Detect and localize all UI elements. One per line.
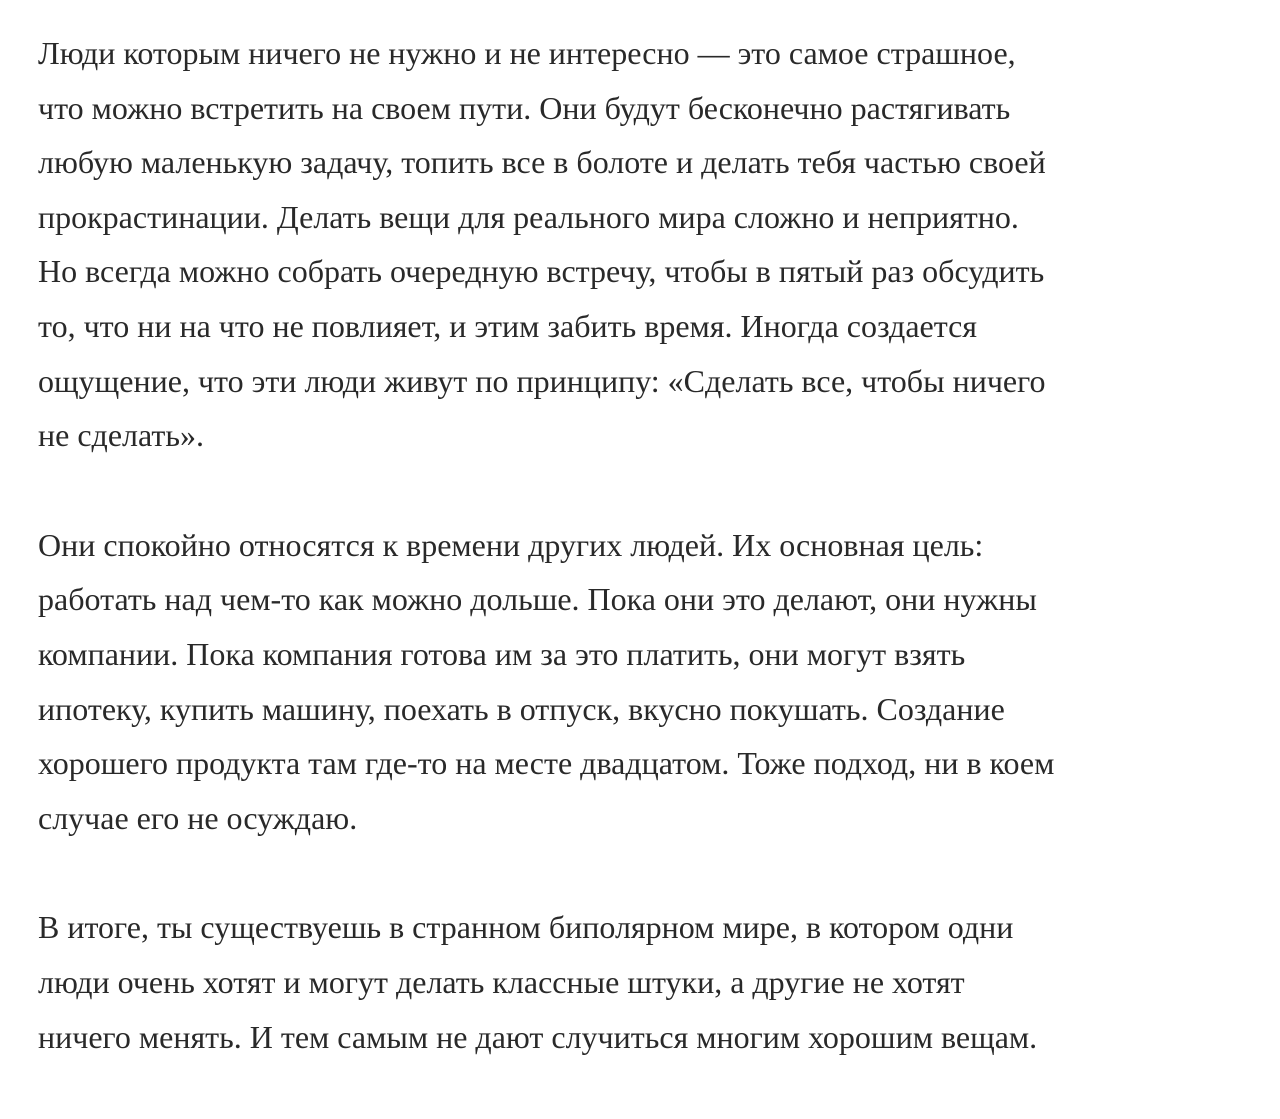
text-line: случае его не осуждаю. xyxy=(38,799,358,836)
text-line: не сделать». xyxy=(38,417,204,454)
text-line: компании. Пока компания готова им за это платить, они могут взять xyxy=(38,635,966,672)
text-line: хорошего продукта там где-то на месте двадцатом. Тоже подход, ни в коем xyxy=(38,745,1055,782)
text-line: любую маленькую задачу, топить все в болоте и делать тебя частью своей xyxy=(38,144,1046,181)
text-line: Но всегда можно собрать очередную встречу, чтобы в пятый раз обсудить xyxy=(38,253,1045,290)
paragraph-1 xyxy=(38,26,1248,463)
article-body xyxy=(38,26,1248,1119)
paragraph-2 xyxy=(38,518,1248,846)
text-line: ипотеку, купить машину, поехать в отпуск, вкусно покушать. Создание xyxy=(38,690,1005,727)
text-line: Они спокойно относятся к времени других людей. Их основная цель: xyxy=(38,526,984,563)
text-line: работать над чем-то как можно дольше. Пока они это делают, они нужны xyxy=(38,581,1037,618)
text-line: В итоге, ты существуешь в странном биполярном мире, в котором одни xyxy=(38,909,1014,946)
text-line: люди очень хотят и могут делать классные штуки, а другие не хотят xyxy=(38,963,965,1000)
paragraph-3 xyxy=(38,900,1248,1064)
text-line: что можно встретить на своем пути. Они будут бесконечно растягивать xyxy=(38,89,1011,126)
text-line: ничего менять. И тем самым не дают случиться многим хорошим вещам. xyxy=(38,1018,1038,1055)
text-line: прокрастинации. Делать вещи для реального мира сложно и неприятно. xyxy=(38,198,1019,235)
text-line: Люди которым ничего не нужно и не интересно — это самое страшное, xyxy=(38,35,1016,71)
text-line: ощущение, что эти люди живут по принципу: «Сделать все, чтобы ничего xyxy=(38,362,1046,399)
text-line: то, что ни на что не повлияет, и этим забить время. Иногда создается xyxy=(38,307,978,344)
